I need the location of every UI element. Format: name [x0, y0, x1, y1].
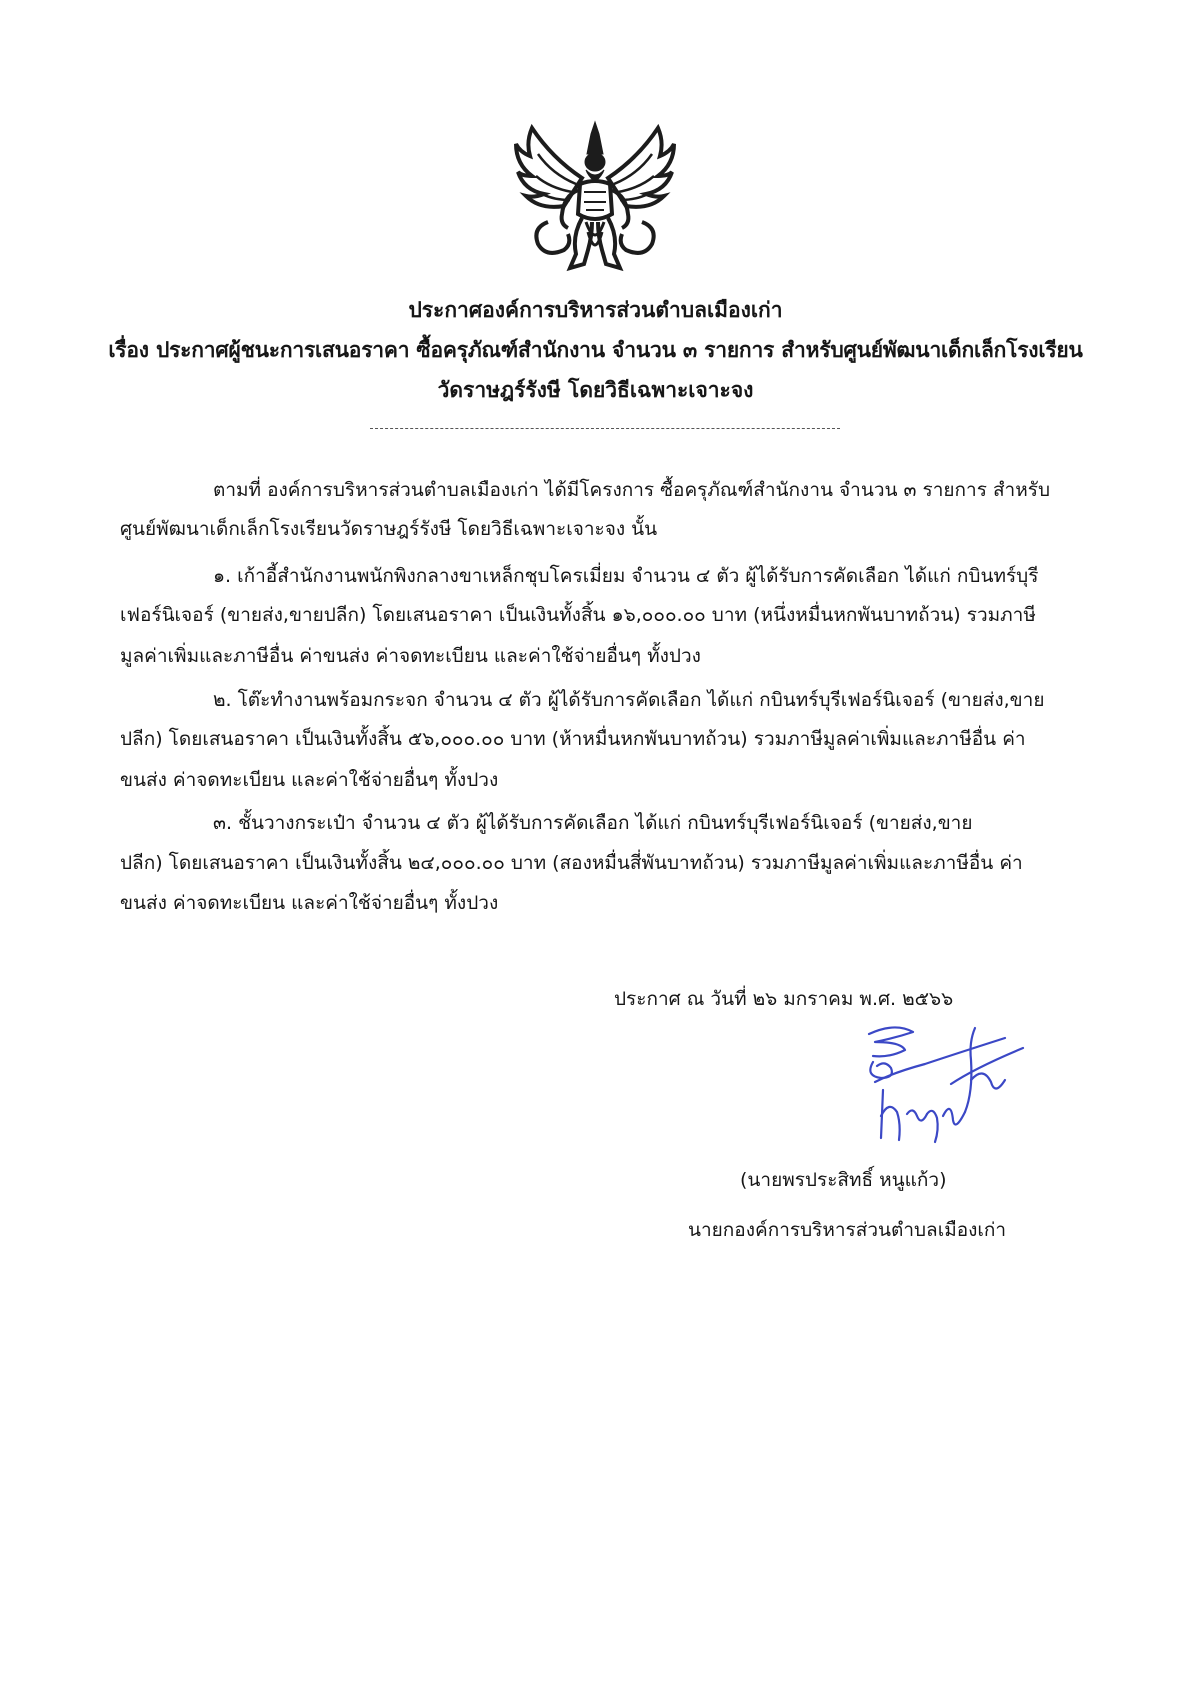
item-1-line-1: ๑. เก้าอี้สำนักงานพนักพิงกลางขาเหล็กชุบโครเมี่ยม จำนวน ๔ ตัว ผู้ได้รับการคัดเลือก ได้แก่ กบินทร์บุรี — [213, 565, 1039, 587]
announcement-date: ประกาศ ณ วันที่ ๒๖ มกราคม พ.ศ. ๒๕๖๖ — [614, 988, 954, 1010]
item-3-line-3: ขนส่ง ค่าจดทะเบียน และค่าใช้จ่ายอื่นๆ ทั้งปวง — [120, 892, 499, 914]
item-1-line-3: มูลค่าเพิ่มและภาษีอื่น ค่าขนส่ง ค่าจดทะเบียน และค่าใช้จ่ายอื่นๆ ทั้งปวง — [120, 645, 701, 667]
item-2-line-1: ๒. โต๊ะทำงานพร้อมกระจก จำนวน ๔ ตัว ผู้ได้รับการคัดเลือก ได้แก่ กบินทร์บุรีเฟอร์นิเจอร์ (ขายส่ง,ขาย — [213, 689, 1045, 711]
item-3-line-1: ๓. ชั้นวางกระเป๋า จำนวน ๔ ตัว ผู้ได้รับการคัดเลือก ได้แก่ กบินทร์บุรีเฟอร์นิเจอร์ (ขายส่ง,ขาย — [213, 812, 973, 834]
signer-name: (นายพรประสิทธิ์ หนูแก้ว) — [740, 1169, 947, 1191]
intro-line-2: ศูนย์พัฒนาเด็กเล็กโรงเรียนวัดราษฎร์รังษี โดยวิธีเฉพาะเจาะจง นั้น — [120, 518, 658, 540]
item-2-line-3: ขนส่ง ค่าจดทะเบียน และค่าใช้จ่ายอื่นๆ ทั้งปวง — [120, 769, 499, 791]
subject-line-1: เรื่อง ประกาศผู้ชนะการเสนอราคา ซื้อครุภัณฑ์สำนักงาน จำนวน ๓ รายการ สำหรับศูนย์พัฒนาเด็กเล็กโรงเรียน — [108, 338, 1083, 362]
garuda-emblem-icon — [512, 118, 678, 280]
item-2-line-2: ปลีก) โดยเสนอราคา เป็นเงินทั้งสิ้น ๕๖,๐๐๐.๐๐ บาท (ห้าหมื่นหกพันบาทถ้วน) รวมภาษีมูลค่าเพิ่มและภาษีอื่น ค่า — [120, 728, 1026, 750]
signer-position: นายกองค์การบริหารส่วนตำบลเมืองเก่า — [688, 1219, 1007, 1241]
announcement-title: ประกาศองค์การบริหารส่วนตำบลเมืองเก่า — [408, 298, 783, 322]
separator-line — [370, 428, 840, 429]
handwritten-signature-icon — [855, 1020, 1035, 1150]
item-1-line-2: เฟอร์นิเจอร์ (ขายส่ง,ขายปลีก) โดยเสนอราคา เป็นเงินทั้งสิ้น ๑๖,๐๐๐.๐๐ บาท (หนึ่งหมื่นหกพันบาทถ้วน) รวมภาษี — [120, 604, 1036, 626]
intro-line-1: ตามที่ องค์การบริหารส่วนตำบลเมืองเก่า ได้มีโครงการ ซื้อครุภัณฑ์สำนักงาน จำนวน ๓ รายการ สำหรับ — [213, 479, 1051, 501]
subject-line-2: วัดราษฎร์รังษี โดยวิธีเฉพาะเจาะจง — [437, 378, 754, 402]
item-3-line-2: ปลีก) โดยเสนอราคา เป็นเงินทั้งสิ้น ๒๔,๐๐๐.๐๐ บาท (สองหมื่นสี่พันบาทถ้วน) รวมภาษีมูลค่าเพิ่มและภาษีอื่น ค่า — [120, 852, 1023, 874]
